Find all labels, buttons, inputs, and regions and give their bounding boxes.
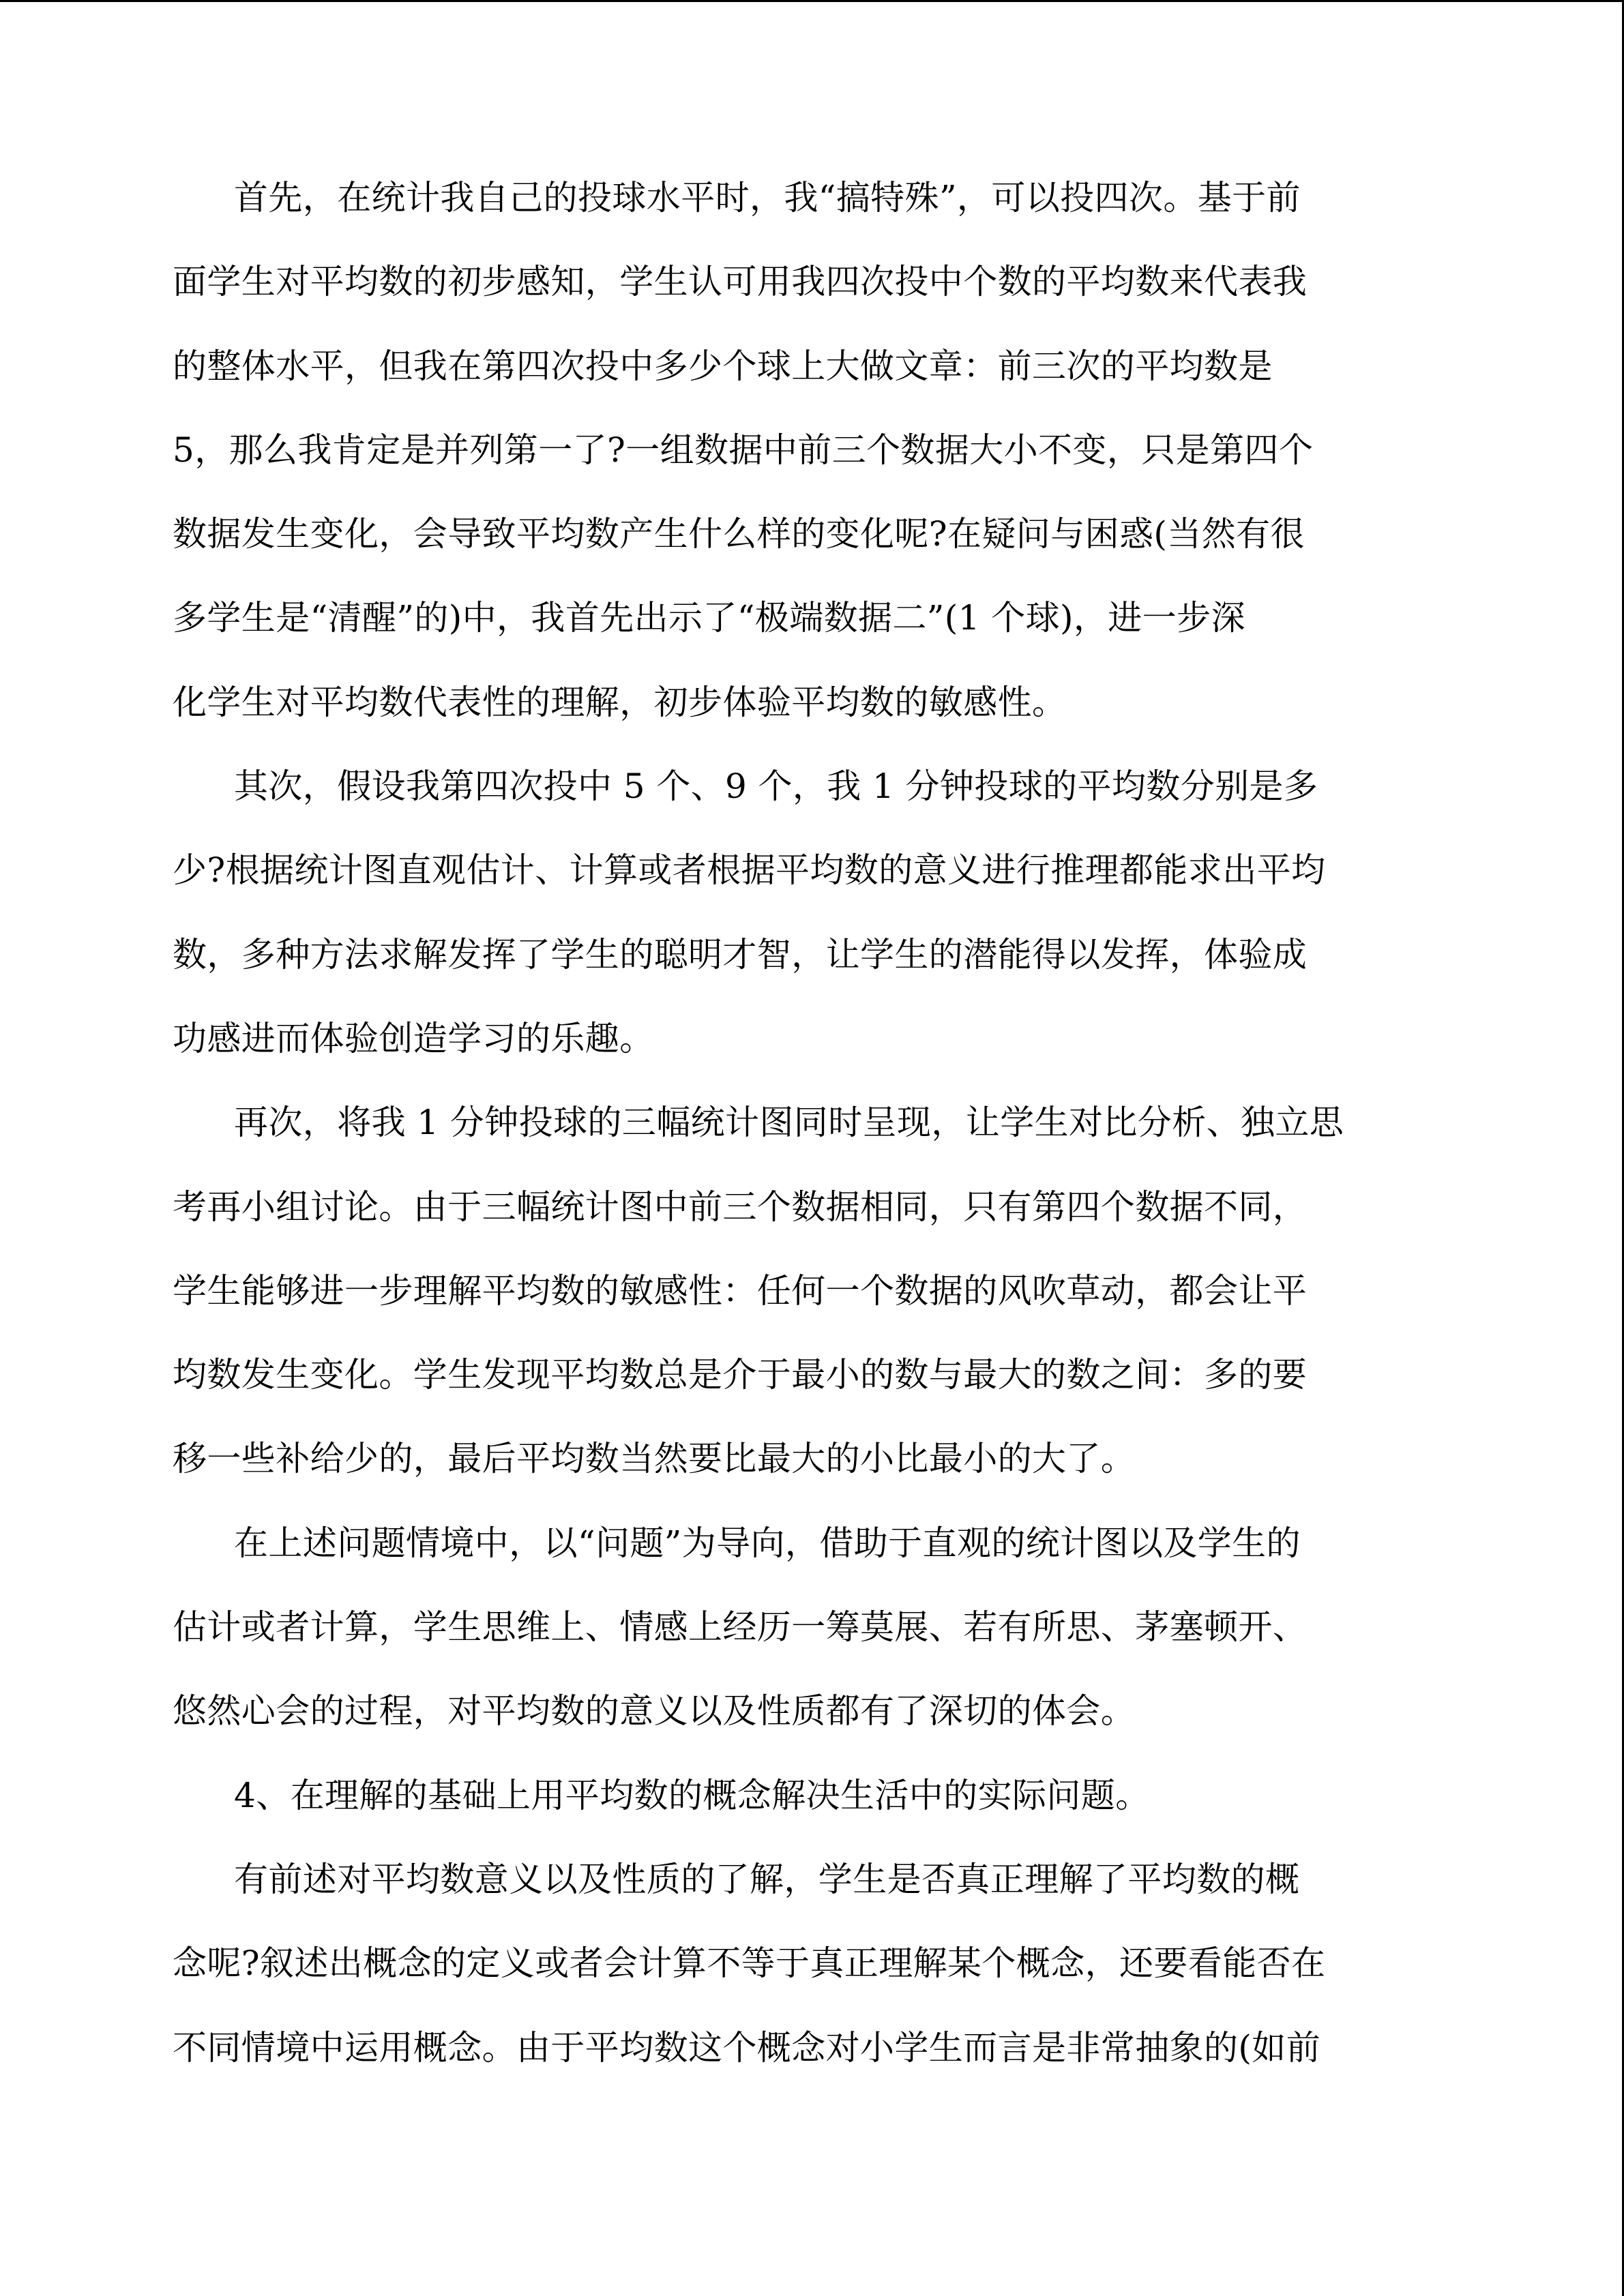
text-line: 功感进而体验创造学习的乐趣。 [173, 1018, 654, 1058]
text-line: 悠然心会的过程，对平均数的意义以及性质都有了深切的体会。 [173, 1691, 1136, 1731]
text-line: 估计或者计算，学生思维上、情感上经历一筹莫展、若有所思、茅塞顿开、 [173, 1607, 1308, 1648]
document-body [173, 156, 1459, 2090]
text-line: 数，多种方法求解发挥了学生的聪明才智，让学生的潜能得以发挥，体验成 [173, 934, 1308, 974]
text-line: 面学生对平均数的初步感知，学生认可用我四次投中个数的平均数来代表我 [173, 262, 1308, 302]
text-line: 5，那么我肯定是并列第一了?一组数据中前三个数据大小不变，只是第四个 [173, 430, 1314, 470]
text-line: 化学生对平均数代表性的理解，初步体验平均数的敏感性。 [173, 682, 1067, 722]
text-line: 数据发生变化，会导致平均数产生什么样的变化呢?在疑问与困惑(当然有很 [173, 514, 1305, 554]
text-line: 在上述问题情境中，以“问题”为导向，借助于直观的统计图以及学生的 [234, 1523, 1301, 1563]
text-line: 多学生是“清醒”的)中，我首先出示了“极端数据二”(1 个球)，进一步深 [173, 598, 1245, 638]
text-line: 不同情境中运用概念。由于平均数这个概念对小学生而言是非常抽象的(如前 [173, 2027, 1321, 2068]
text-line: 均数发生变化。学生发现平均数总是介于最小的数与最大的数之间：多的要 [173, 1355, 1308, 1395]
text-line: 首先，在统计我自己的投球水平时，我“搞特殊”，可以投四次。基于前 [234, 178, 1301, 218]
text-line: 其次，假设我第四次投中 5 个、9 个，我 1 分钟投球的平均数分别是多 [234, 766, 1318, 807]
text-line: 念呢?叙述出概念的定义或者会计算不等于真正理解某个概念，还要看能否在 [173, 1943, 1326, 1984]
text-line: 少?根据统计图直观估计、计算或者根据平均数的意义进行推理都能求出平均 [173, 850, 1326, 891]
text-line: 再次，将我 1 分钟投球的三幅统计图同时呈现，让学生对比分析、独立思 [234, 1103, 1344, 1143]
text-line: 学生能够进一步理解平均数的敏感性：任何一个数据的风吹草动，都会让平 [173, 1270, 1308, 1311]
text-line: 考再小组讨论。由于三幅统计图中前三个数据相同，只有第四个数据不同， [173, 1187, 1308, 1227]
text-line: 有前述对平均数意义以及性质的了解，学生是否真正理解了平均数的概 [234, 1859, 1300, 1899]
text-line: 的整体水平，但我在第四次投中多少个球上大做文章：前三次的平均数是 [173, 346, 1273, 386]
text-line: 移一些补给少的，最后平均数当然要比最大的小比最小的大了。 [173, 1439, 1136, 1479]
text-line: 4、在理解的基础上用平均数的概念解决生活中的实际问题。 [234, 1775, 1150, 1815]
